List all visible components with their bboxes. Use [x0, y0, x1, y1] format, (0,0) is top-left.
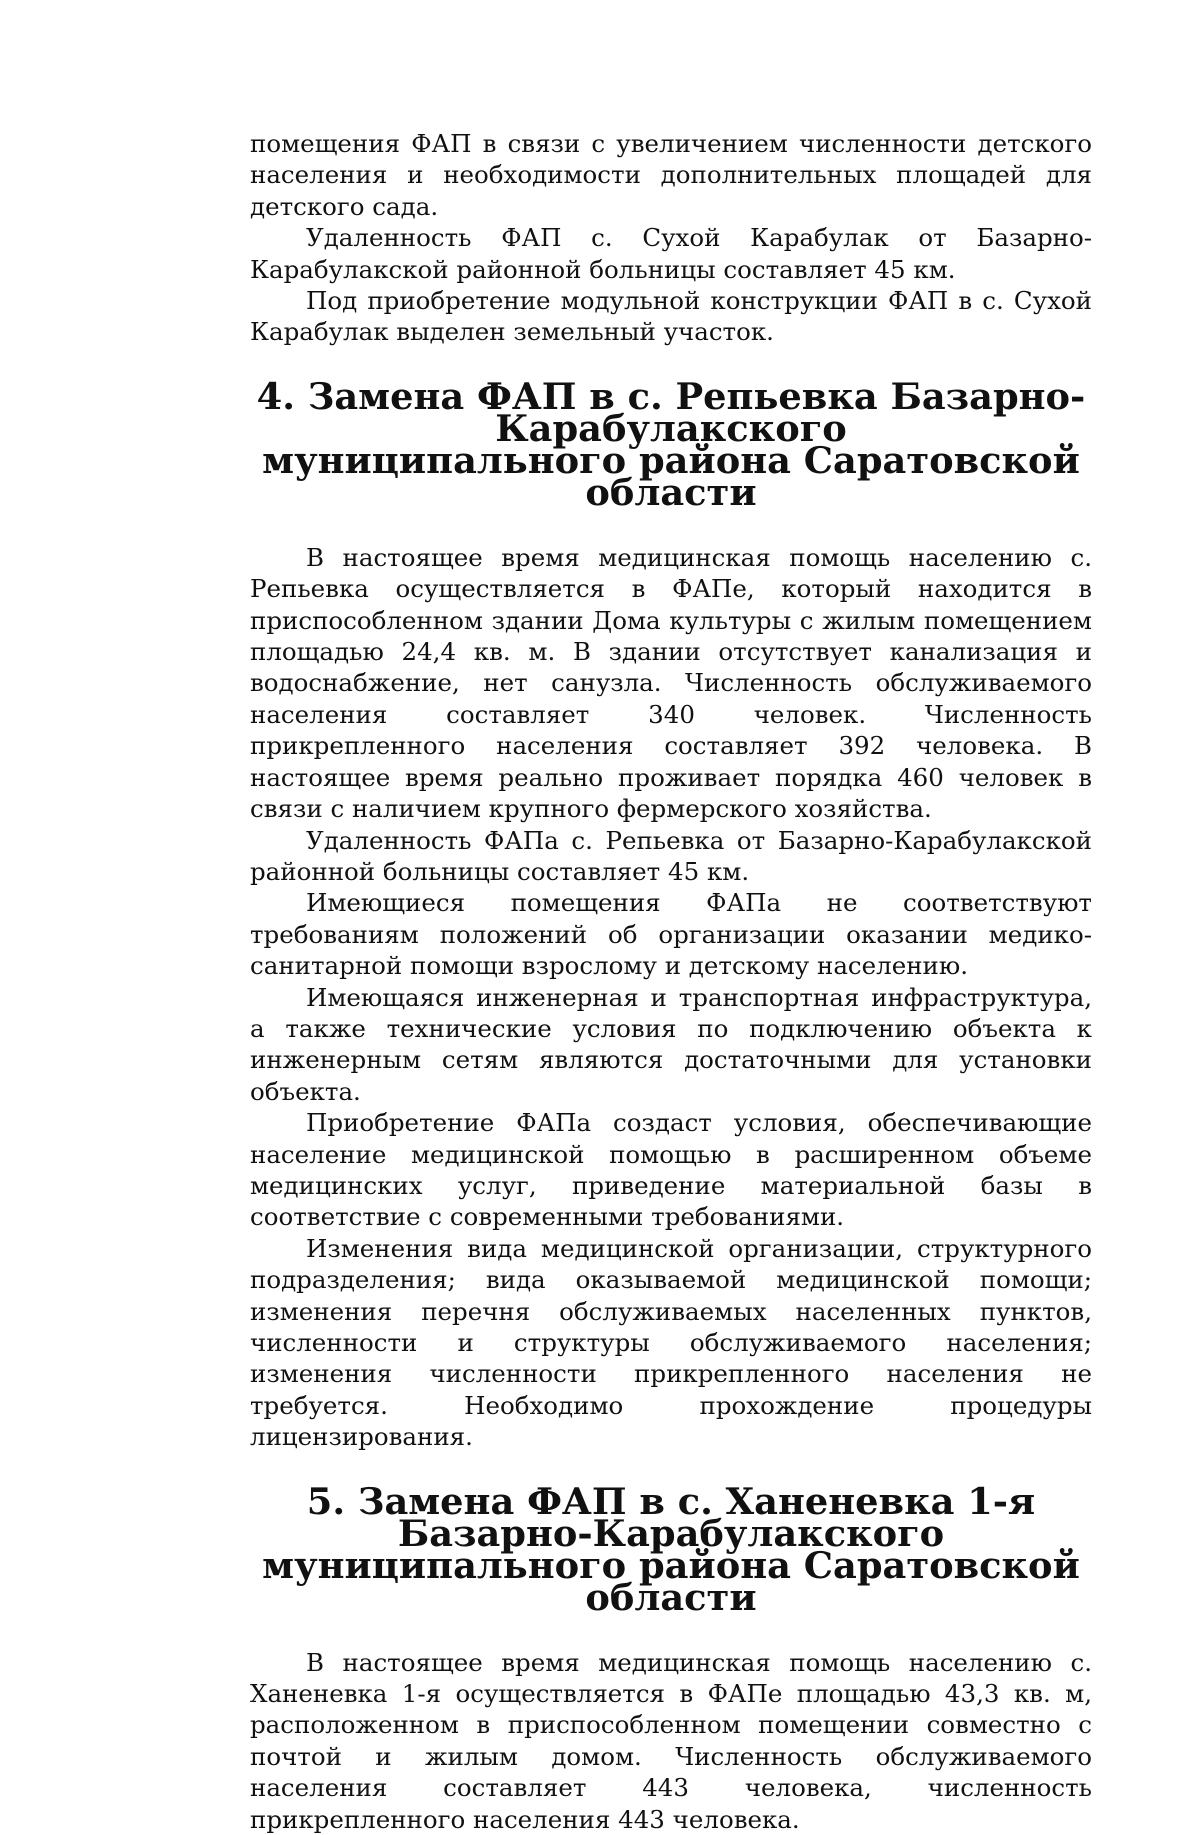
distance-paragraph: Удаленность ФАП с. Сухой Карабулак от Базарно-Карабулакской районной больницы составляет 45 км. — [250, 223, 1092, 284]
section-4-heading — [250, 373, 1092, 514]
section-4-paragraph: Изменения вида медицинской организации, структурного подразделения; вида оказываемой медицинской помощи; изменения перечня обслуживаемых населенных пунктов, численности и структуры обслуживаемого населения; изменения численности прикрепленного населения не требуется. Необходимо прохождение процедуры лицензирования. — [250, 1233, 1092, 1452]
section-5-heading — [250, 1478, 1092, 1619]
section-4-paragraph: Имеющаяся инженерная и транспортная инфраструктура, а также технические условия по подключению объекта к инженерным сетям являются достаточными для установки объекта. — [250, 982, 1092, 1106]
section-5-title-line-2: муниципального района Саратовской области — [262, 1542, 1080, 1619]
section-4-title-line-1: 4. Замена ФАП в с. Репьевка Базарно-Карабулакского — [256, 373, 1086, 450]
section-5-title-line-1: 5. Замена ФАП в с. Ханеневка 1-я Базарно-Карабулакского — [306, 1478, 1036, 1555]
land-plot-paragraph: Под приобретение модульной конструкции ФАП в с. Сухой Карабулак выделен земельный участок. — [250, 286, 1092, 347]
section-4-paragraph: Удаленность ФАПа с. Репьевка от Базарно-Карабулакской районной больницы составляет 45 км. — [250, 825, 1092, 886]
section-4-paragraph: В настоящее время медицинская помощь населению с. Репьевка осуществляется в ФАПе, который находится в приспособленном здании Дома культуры с жилым помещением площадью 24,4 кв. м. В здании отсутствует канализация и водоснабжение, нет санузла. Численность обслуживаемого населения составляет 340 человек. Численность прикрепленного населения составляет 392 человека. В настоящее время реально проживает порядка 460 человек в связи с наличием крупного фермерского хозяйства. — [250, 542, 1092, 824]
section-5-paragraph: В настоящее время медицинская помощь населению с. Ханеневка 1-я осуществляется в ФАПе площадью 43,3 кв. м, расположенном в приспособленном помещении совместно с почтой и жилым домом. Численность обслуживаемого населения составляет 443 человека, численность прикрепленного населения 443 человека. — [250, 1647, 1092, 1834]
section-4-paragraph: Приобретение ФАПа создаст условия, обеспечивающие население медицинской помощью в расширенном объеме медицинских услуг, приведение материальной базы в соответствие с современными требованиями. — [250, 1108, 1092, 1232]
section-4-title-line-2: муниципального района Саратовской области — [262, 437, 1080, 514]
section-4-paragraph: Имеющиеся помещения ФАПа не соответствуют требованиям положений об организации оказании медико-санитарной помощи взрослому и детскому населению. — [250, 888, 1092, 981]
continuation-paragraph: помещения ФАП в связи с увеличением численности детского населения и необходимости дополнительных площадей для детского сада. — [250, 129, 1092, 221]
document-page — [250, 128, 1092, 1835]
